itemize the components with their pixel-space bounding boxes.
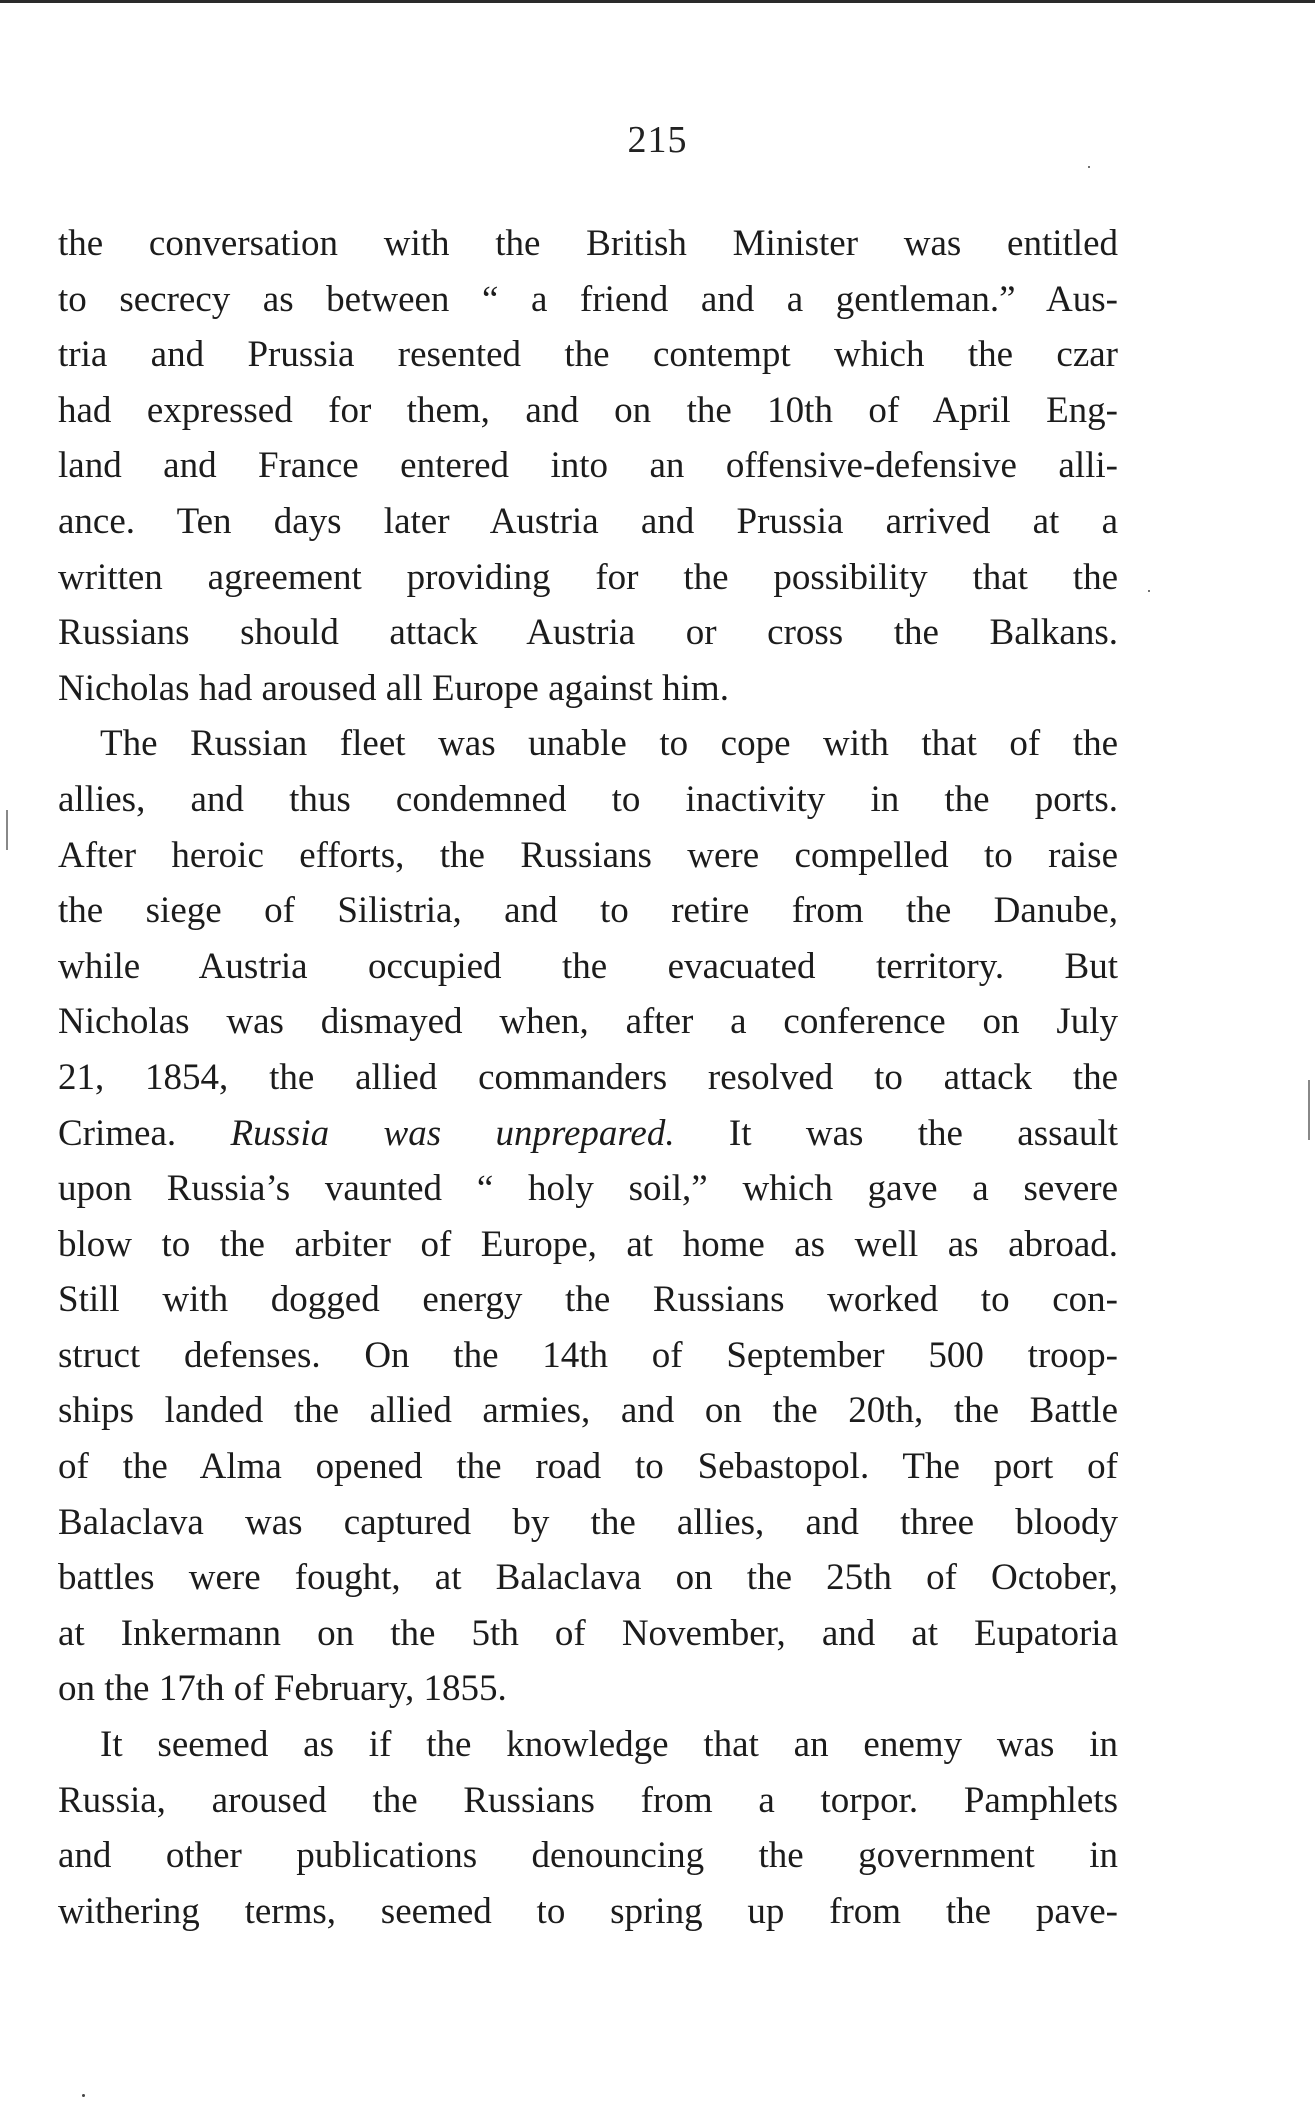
- text-run: It was the assault: [674, 1112, 1119, 1154]
- scan-edge-mark: [1308, 1080, 1310, 1140]
- text-line: battles were fought, at Balaclava on the 25th of October,: [58, 1557, 1118, 1599]
- text-line: ships landed the allied armies, and on the 20th, the Battle: [58, 1390, 1118, 1432]
- text-line: The Russian fleet was unable to cope with that of the: [100, 723, 1118, 765]
- text-line: of the Alma opened the road to Sebastopol. The port of: [58, 1446, 1118, 1488]
- text-line: It seemed as if the knowledge that an enemy was in: [100, 1724, 1118, 1766]
- paragraph-3: [58, 1717, 1118, 1939]
- text-line: had expressed for them, and on the 10th of April Eng-: [58, 389, 1118, 431]
- text-line: to secrecy as between “ a friend and a gentleman.” Aus-: [58, 278, 1118, 320]
- scan-speck: [1088, 166, 1090, 168]
- top-edge-rule: [0, 0, 1315, 3]
- text-line: Russians should attack Austria or cross the Balkans.: [58, 612, 1118, 654]
- text-line: the conversation with the British Minister was entitled: [58, 223, 1118, 264]
- text-line: 21, 1854, the allied commanders resolved to attack the: [58, 1056, 1118, 1098]
- text-line: withering terms, seemed to spring up from the pave-: [58, 1890, 1118, 1932]
- paragraph-1: [58, 216, 1118, 716]
- body-text: [58, 216, 1118, 1939]
- text-line: Still with dogged energy the Russians worked to con-: [58, 1279, 1118, 1321]
- text-line: while Austria occupied the evacuated territory. But: [58, 945, 1118, 987]
- text-line: allies, and thus condemned to inactivity in the ports.: [58, 778, 1118, 820]
- text-line: and other publications denouncing the government in: [58, 1835, 1118, 1877]
- scan-speck: [82, 2094, 85, 2097]
- text-run: Crimea.: [58, 1112, 231, 1154]
- text-line: Russia, aroused the Russians from a torpor. Pamphlets: [58, 1779, 1118, 1821]
- text-line: ance. Ten days later Austria and Prussia arrived at a: [58, 500, 1118, 542]
- text-line: written agreement providing for the possibility that the: [58, 556, 1118, 598]
- text-line: on the 17th of February, 1855.: [58, 1668, 507, 1710]
- text-line: After heroic efforts, the Russians were compelled to raise: [58, 834, 1118, 876]
- italic-emphasis: Russia was unprepared.: [230, 1112, 675, 1154]
- text-line: land and France entered into an offensive-defensive alli-: [58, 445, 1118, 487]
- text-line: Balaclava was captured by the allies, and three bloody: [58, 1501, 1118, 1543]
- text-line: upon Russia’s vaunted “ holy soil,” which gave a severe: [58, 1168, 1118, 1210]
- text-line: Nicholas had aroused all Europe against him.: [58, 667, 729, 709]
- paragraph-2: [58, 716, 1118, 1717]
- text-line: blow to the arbiter of Europe, at home as well as abroad.: [58, 1223, 1118, 1265]
- scan-edge-mark: [6, 810, 8, 850]
- text-line: tria and Prussia resented the contempt which the czar: [58, 334, 1118, 376]
- text-line: at Inkermann on the 5th of November, and at Eupatoria: [58, 1612, 1118, 1654]
- text-line: the siege of Silistria, and to retire from the Danube,: [58, 890, 1118, 932]
- text-line-with-italic: [58, 1106, 1118, 1162]
- page-number: 215: [627, 119, 688, 161]
- text-line: struct defenses. On the 14th of September 500 troop-: [58, 1334, 1118, 1376]
- text-line: Nicholas was dismayed when, after a conference on July: [58, 1001, 1118, 1043]
- scan-speck: [1148, 590, 1150, 592]
